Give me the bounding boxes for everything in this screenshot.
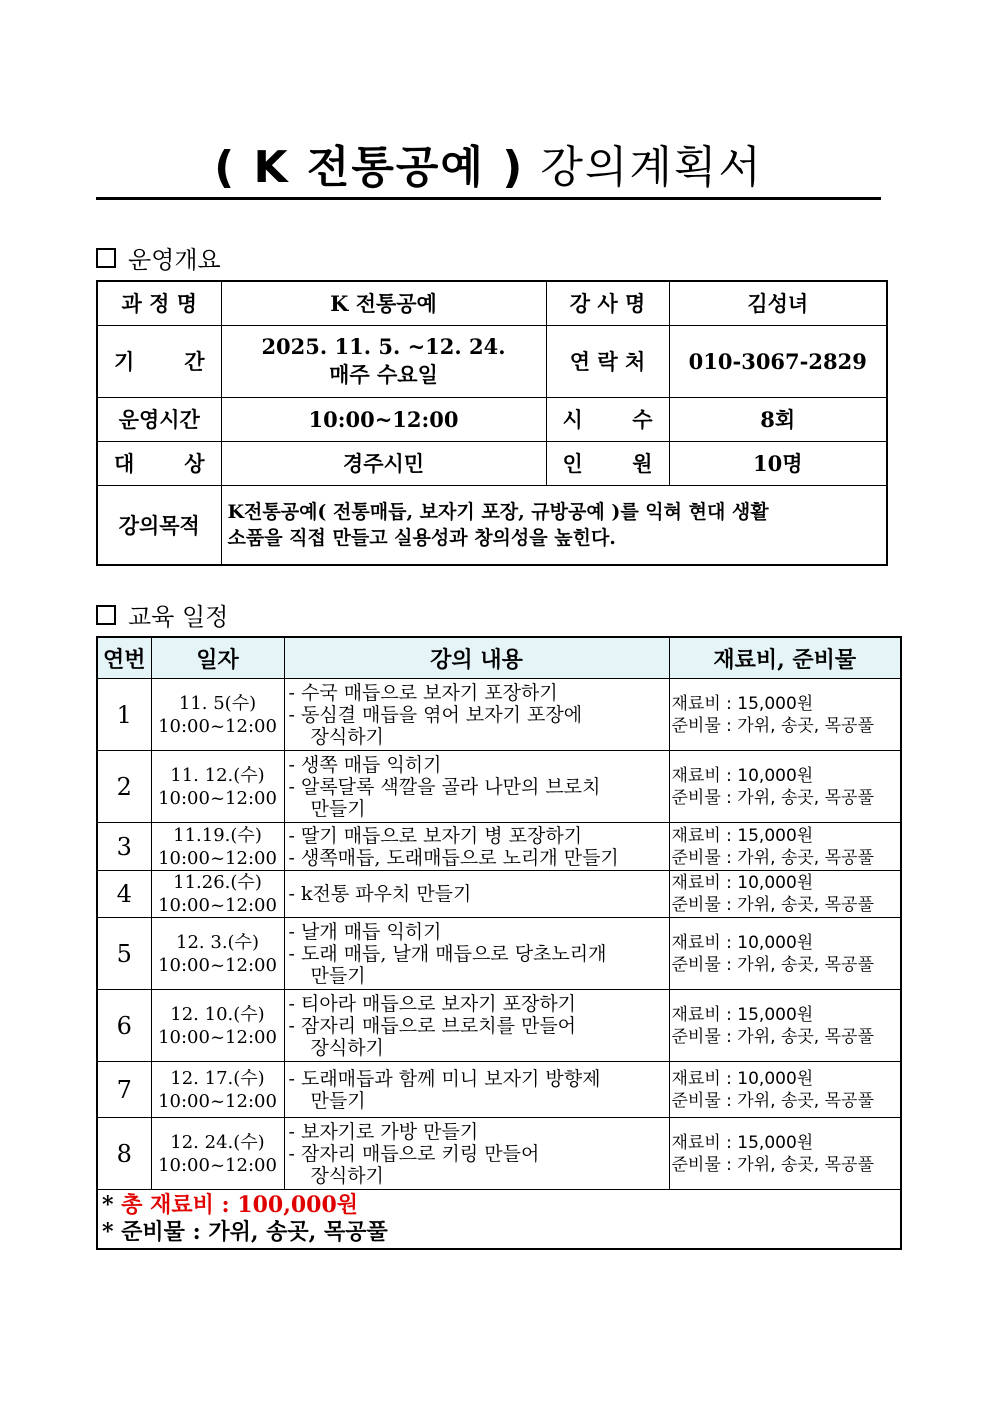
hours-value: 10:00~12:00 [221,397,546,441]
purpose-label: 강의목적 [97,485,221,565]
header-no: 연번 [97,637,151,679]
schedule-heading [96,597,228,632]
schedule-footer [97,1190,901,1250]
row-content: - 도래매듭과 함께 미니 보자기 방향제 만들기 [284,1062,669,1118]
total-cost: * 총 재료비 : 100,000원 [102,1192,359,1218]
table-row [97,751,901,823]
row-content: - 생쪽 매듭 익히기 - 알록달록 색깔을 골라 나만의 브로치 만들기 [284,751,669,823]
purpose-line: 소품을 직접 만들고 실용성과 창의성을 높힌다. [227,526,616,549]
row-date: 12. 17.(수) 10:00~12:00 [151,1062,284,1118]
contact-value: 010-3067-2829 [669,325,887,397]
table-row [97,1118,901,1190]
row-cost: 재료비 : 15,000원 준비물 : 가위, 송곳, 목공풀 [669,679,901,751]
period-weekday: 매주 수요일 [329,361,438,387]
table-row [97,823,901,871]
title-course: ( K 전통공예 ) [214,142,525,193]
header-cost: 재료비, 준비물 [669,637,901,679]
row-cost: 재료비 : 15,000원 준비물 : 가위, 송곳, 목공풀 [669,823,901,871]
row-date: 12. 3.(수) 10:00~12:00 [151,918,284,990]
purpose-value [221,485,887,565]
schedule-table [96,636,902,1250]
course-label: 과 정 명 [97,281,221,325]
title-underline [96,197,881,200]
period-value [221,325,546,397]
table-row [97,871,901,918]
row-date: 12. 10.(수) 10:00~12:00 [151,990,284,1062]
title-suffix: 강의계획서 [540,142,763,193]
footer-row [97,1190,901,1250]
instructor-value: 김성녀 [669,281,887,325]
row-content: - 보자기로 가방 만들기 - 잠자리 매듭으로 키링 만들어 장식하기 [284,1118,669,1190]
checkbox-icon [96,248,116,268]
row-no: 4 [97,871,151,918]
purpose-line: K전통공예( 전통매듭, 보자기 포장, 규방공예 )를 익혀 현대 생활 [227,500,769,523]
row-no: 3 [97,823,151,871]
row-date: 11.26.(수) 10:00~12:00 [151,871,284,918]
row-cost: 재료비 : 10,000원 준비물 : 가위, 송곳, 목공풀 [669,871,901,918]
row-content: - 수국 매듭으로 보자기 포장하기 - 동심결 매듭을 엮어 보자기 포장에 장식하기 [284,679,669,751]
contact-label: 연 락 처 [546,325,669,397]
hours-label: 운영시간 [97,397,221,441]
row-no: 6 [97,990,151,1062]
target-label: 대 상 [97,441,221,485]
row-cost: 재료비 : 10,000원 준비물 : 가위, 송곳, 목공풀 [669,918,901,990]
row-content: - 티아라 매듭으로 보자기 포장하기 - 잠자리 매듭으로 브로치를 만들어 장식하기 [284,990,669,1062]
overview-table [96,280,888,566]
table-row [97,679,901,751]
row-date: 12. 24.(수) 10:00~12:00 [151,1118,284,1190]
row-date: 11. 12.(수) 10:00~12:00 [151,751,284,823]
row-date: 11. 5(수) 10:00~12:00 [151,679,284,751]
target-value: 경주시민 [221,441,546,485]
row-content: - 딸기 매듭으로 보자기 병 포장하기 - 생쪽매듭, 도래매듭으로 노리개 만들기 [284,823,669,871]
sessions-label: 시 수 [546,397,669,441]
row-no: 5 [97,918,151,990]
table-row [97,918,901,990]
row-cost: 재료비 : 15,000원 준비물 : 가위, 송곳, 목공풀 [669,1118,901,1190]
row-content: - k전통 파우치 만들기 [284,871,669,918]
course-value: K 전통공예 [221,281,546,325]
row-cost: 재료비 : 10,000원 준비물 : 가위, 송곳, 목공풀 [669,751,901,823]
row-no: 1 [97,679,151,751]
table-row [97,990,901,1062]
header-date: 일자 [151,637,284,679]
header-content: 강의 내용 [284,637,669,679]
row-content: - 날개 매듭 익히기 - 도래 매듭, 날개 매듭으로 당초노리개 만들기 [284,918,669,990]
instructor-label: 강 사 명 [546,281,669,325]
row-no: 2 [97,751,151,823]
row-cost: 재료비 : 15,000원 준비물 : 가위, 송곳, 목공풀 [669,990,901,1062]
page-title [96,140,881,196]
period-dates: 2025. 11. 5. ~12. 24. [261,333,506,359]
people-value: 10명 [669,441,887,485]
row-cost: 재료비 : 10,000원 준비물 : 가위, 송곳, 목공풀 [669,1062,901,1118]
overview-heading-text: 운영개요 [128,246,221,274]
table-row [97,1062,901,1118]
schedule-heading-text: 교육 일정 [128,603,229,631]
period-label: 기 간 [97,325,221,397]
people-label: 인 원 [546,441,669,485]
overview-heading [96,240,221,275]
checkbox-icon [96,605,116,625]
total-prep: * 준비물 : 가위, 송곳, 목공풀 [102,1219,388,1245]
row-no: 8 [97,1118,151,1190]
sessions-value: 8회 [669,397,887,441]
row-no: 7 [97,1062,151,1118]
row-date: 11.19.(수) 10:00~12:00 [151,823,284,871]
